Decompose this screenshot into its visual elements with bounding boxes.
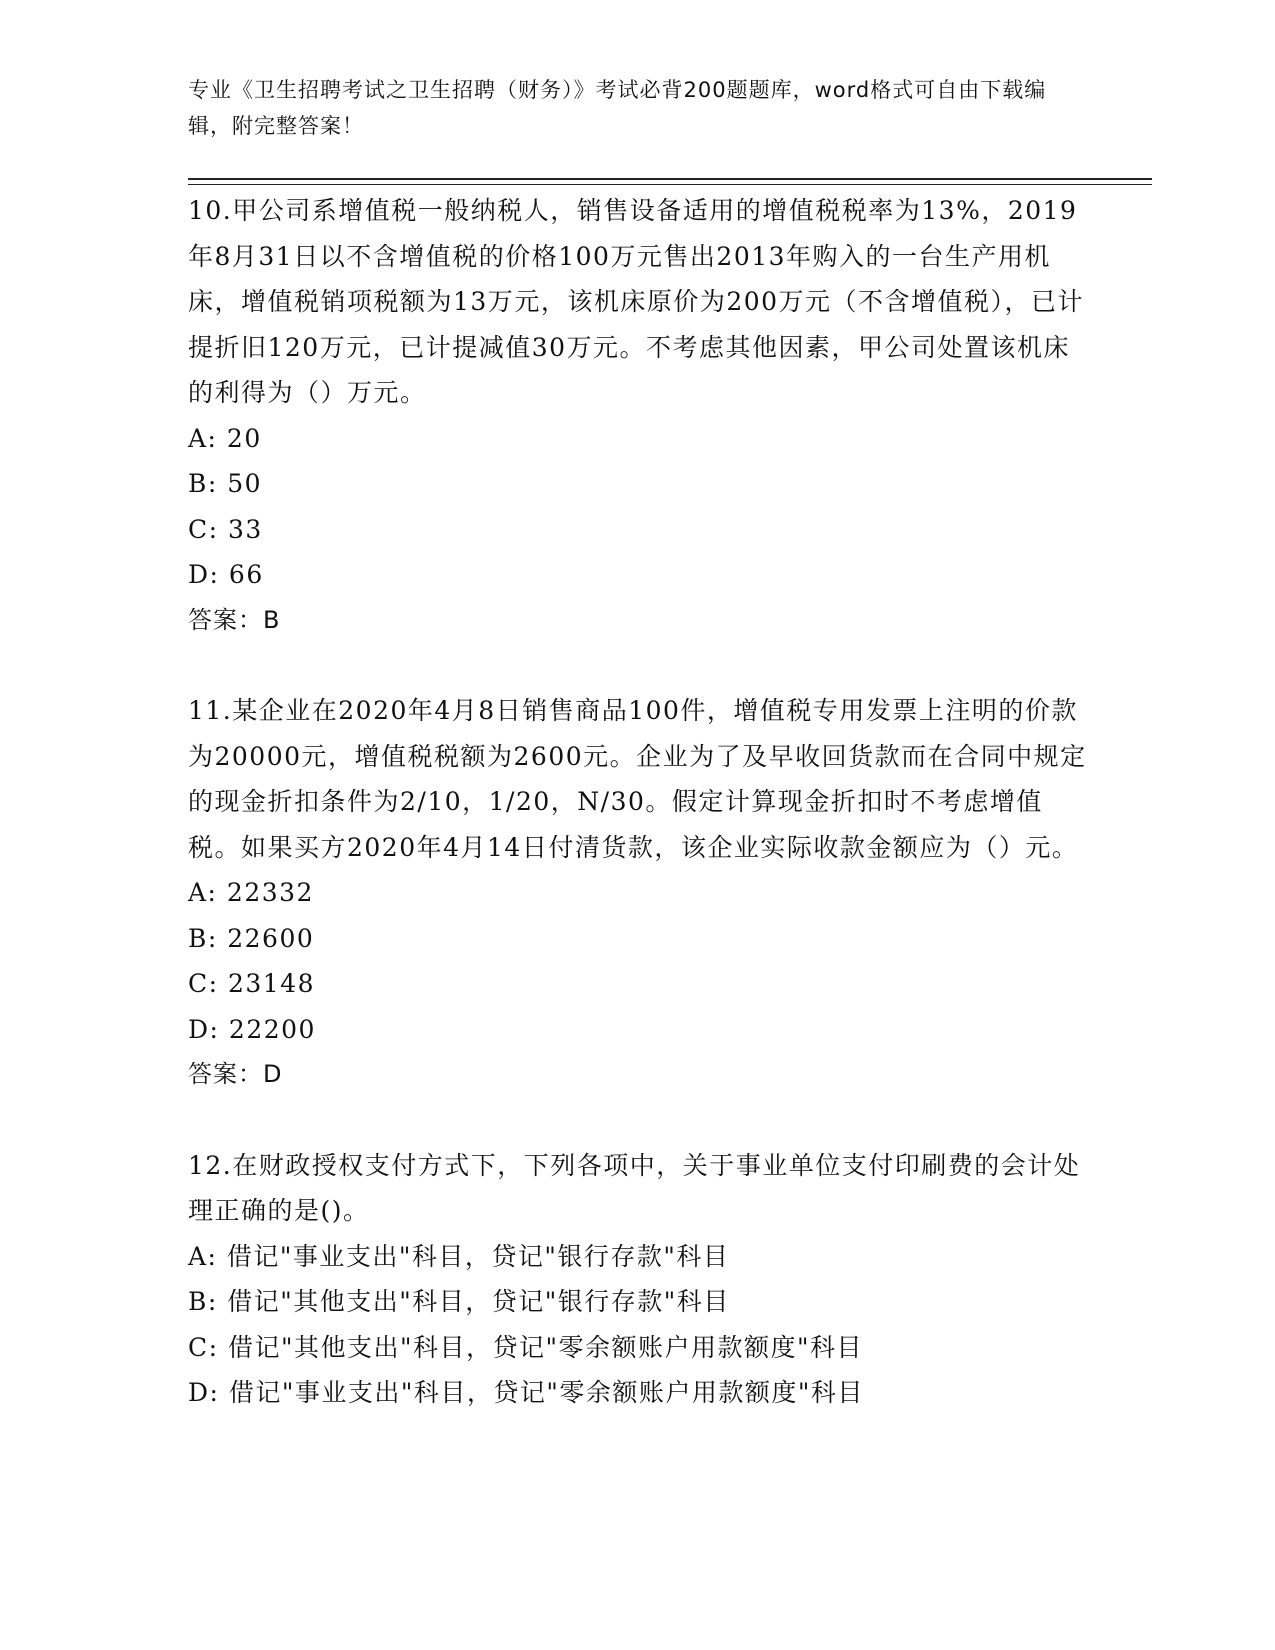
question-10	[188, 188, 1088, 643]
option-a: A: 20	[188, 423, 262, 453]
option-a: A: 借记"事业支出"科目，贷记"银行存款"科目	[188, 1241, 730, 1271]
option-d: D: 22200	[188, 1014, 316, 1044]
option-b: B: 22600	[188, 923, 315, 953]
option-c: C: 借记"其他支出"科目，贷记"零余额账户用款额度"科目	[188, 1332, 863, 1362]
question-list	[188, 188, 1088, 1461]
header-divider-thick	[188, 178, 1152, 180]
answer-line: 答案：B	[188, 605, 281, 634]
question-stem: 10.甲公司系增值税一般纳税人，销售设备适用的增值税税率为13%，2019年8月31日以不含增值税的价格100万元售出2013年购入的一台生产用机床，增值税销项税额为13万元，该机床原价为200万元（不含增值税），已计提折旧120万元，已计提减值30万元。不考虑其他因素，甲公司处置该机床的利得为（）万元。	[188, 196, 1085, 407]
option-b: B: 50	[188, 469, 263, 498]
option-d: D: 66	[188, 560, 264, 589]
option-a: A: 22332	[188, 878, 314, 907]
document-header: 专业《卫生招聘考试之卫生招聘（财务）》考试必背200题题库，word格式可自由下载编辑，附完整答案！	[188, 78, 1047, 138]
option-c: C: 33	[188, 514, 263, 544]
question-stem: 11.某企业在2020年4月8日销售商品100件，增值税专用发票上注明的价款为20000元，增值税税额为2600元。企业为了及早收回货款而在合同中规定的现金折扣条件为2/10，1/20，N/30。假定计算现金折扣时不考虑增值税。如果买方2020年4月14日付清货款，该企业实际收款金额应为（）元。	[188, 696, 1087, 862]
question-stem: 12.在财政授权支付方式下，下列各项中，关于事业单位支付印刷费的会计处理正确的是()。	[188, 1150, 1081, 1225]
question-12	[188, 1143, 1088, 1416]
option-b: B: 借记"其他支出"科目，贷记"银行存款"科目	[188, 1287, 730, 1316]
option-c: C: 23148	[188, 969, 316, 998]
option-d: D: 借记"事业支出"科目，贷记"零余额账户用款额度"科目	[188, 1378, 864, 1407]
header-divider-thin	[188, 184, 1152, 185]
question-11	[188, 688, 1088, 1098]
answer-line: 答案：D	[188, 1060, 283, 1088]
